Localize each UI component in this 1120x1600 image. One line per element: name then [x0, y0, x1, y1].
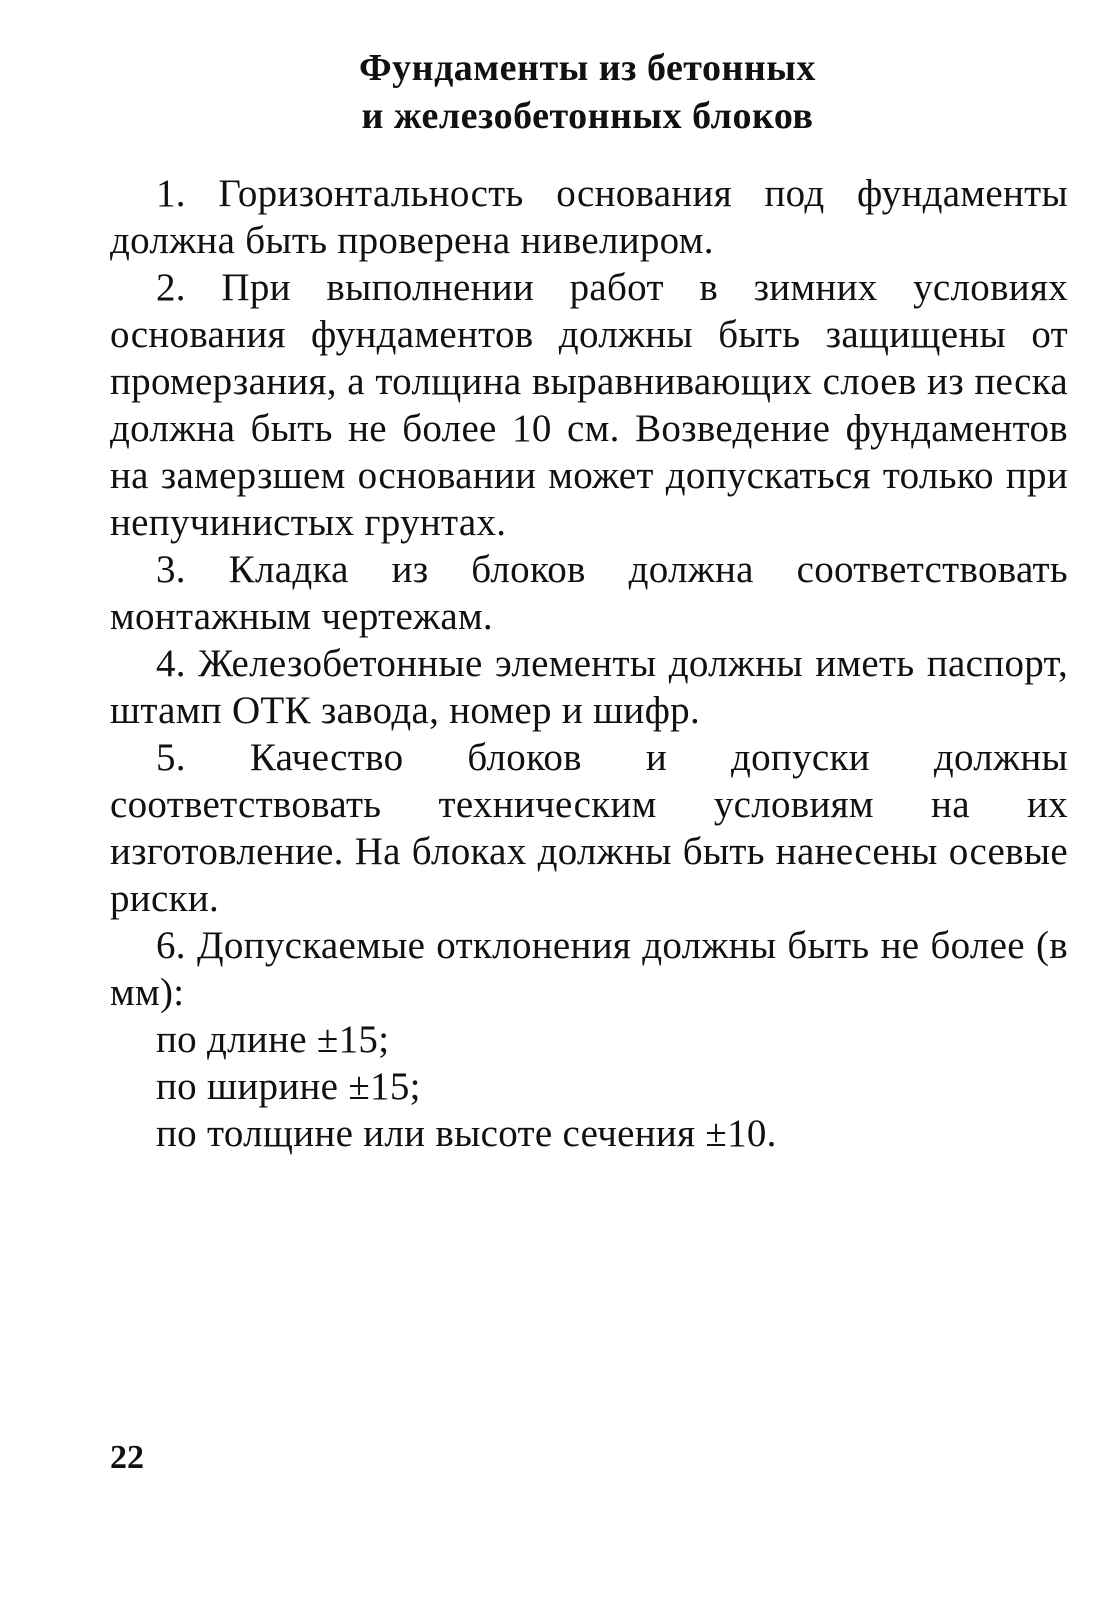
paragraph-1: 1. Горизонтальность основания под фундаменты должна быть проверена нивелиром.	[110, 172, 1068, 262]
section-body	[110, 170, 1068, 1157]
tolerance-length: по длине ±15;	[156, 1018, 390, 1061]
tolerance-width: по ширине ±15;	[156, 1065, 421, 1108]
page-number: 22	[110, 1439, 144, 1476]
paragraph-3: 3. Кладка из блоков должна соответствовать монтажным чертежам.	[110, 548, 1068, 638]
heading-line-2: и железобетонных блоков	[361, 95, 814, 137]
paragraph-6: 6. Допускаемые отклонения должны быть не более (в мм):	[110, 924, 1068, 1014]
tolerance-thickness: по толщине или высоте сечения ±10.	[156, 1112, 777, 1155]
heading-line-1: Фундаменты из бетонных	[359, 47, 816, 89]
paragraph-5: 5. Качество блоков и допуски должны соответствовать техническим условиям на их изготовление. На блоках должны быть нанесены осевые риски.	[110, 736, 1068, 920]
section-heading	[110, 44, 1065, 140]
tolerance-list	[110, 1016, 1068, 1157]
paragraph-2: 2. При выполнении работ в зимних условиях основания фундаментов должны быть защищены от промерзания, а толщина выравнивающих слоев из песка должна быть не более 10 см. Возведение фундаментов на замерзшем основании может допускаться только при непучинистых грунтах.	[110, 266, 1068, 544]
paragraph-4: 4. Железобетонные элементы должны иметь паспорт, штамп ОТК завода, номер и шифр.	[110, 642, 1068, 732]
